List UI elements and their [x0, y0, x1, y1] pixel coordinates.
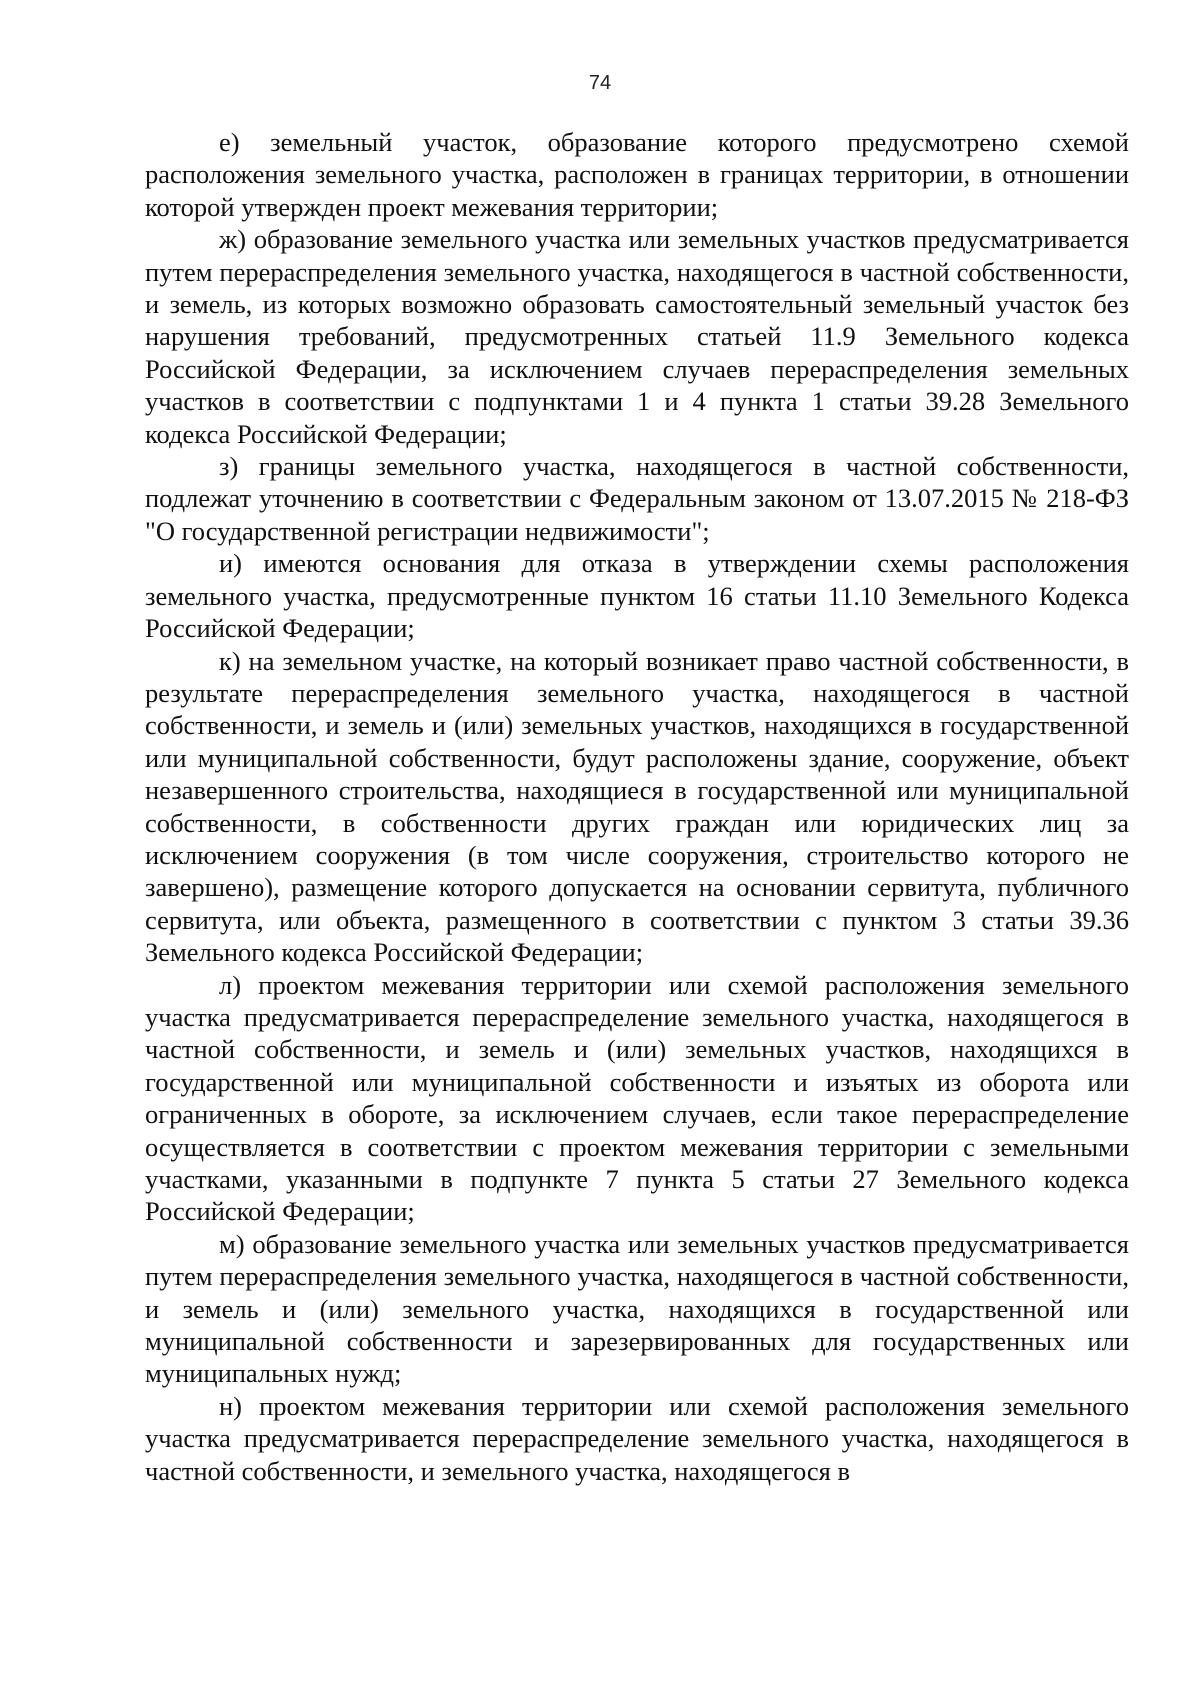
- paragraph-i: и) имеются основания для отказа в утверждении схемы расположения земельного участка, предусмотренные пунктом 16 статьи 11.10 Земельного Кодекса Российской Федерации;: [145, 548, 1129, 644]
- paragraph-n: н) проектом межевания территории или схемой расположения земельного участка предусматривается перераспределение земельного участка, находящегося в частной собственности, и земельного участка, находящегося в: [145, 1390, 1129, 1486]
- paragraph-m: м) образование земельного участка или земельных участков предусматривается путем перераспределения земельного участка, находящегося в частной собственности, и земель и (или) земельного участка, находящихся в государственной или муниципальной собственности и зарезервированных для государственных или муниципальных нужд;: [145, 1228, 1129, 1389]
- paragraph-z: з) границы земельного участка, находящегося в частной собственности, подлежат уточнению в соответствии с Федеральным законом от 13.07.2015 № 218-ФЗ "О государственной регистрации недвижимости";: [145, 451, 1129, 546]
- paragraph-e: е) земельный участок, образование которого предусмотрено схемой расположения земельного участка, расположен в границах территории, в отношении которой утвержден проект межевания территории;: [145, 127, 1129, 222]
- paragraph-k: к) на земельном участке, на который возникает право частной собственности, в результате перераспределения земельного участка, находящегося в частной собственности, и земель и (или) земельных участков, находящихся в государственной или муниципальной собственности, будут расположены здание, сооружение, объект незавершенного строительства, находящиеся в государственной или муниципальной собственности, в собственности других граждан или юридических лиц за исключением сооружения (в том числе сооружения, строительство которого не завершено), размещение которого допускается на основании сервитута, публичного сервитута, или объекта, размещенного в соответствии с пунктом 3 статьи 39.36 Земельного кодекса Российской Федерации;: [145, 645, 1129, 968]
- page-number: 74: [588, 72, 612, 94]
- paragraph-zh: ж) образование земельного участка или земельных участков предусматривается путем перераспределения земельного участка, находящегося в частной собственности, и земель, из которых возможно образовать самостоятельный земельный участок без нарушения требований, предусмотренных статьей 11.9 Земельного кодекса Российской Федерации, за исключением случаев перераспределения земельных участков в соответствии с подпунктами 1 и 4 пункта 1 статьи 39.28 Земельного кодекса Российской Федерации;: [145, 224, 1129, 449]
- document-body: [145, 126, 1129, 1487]
- paragraph-l: л) проектом межевания территории или схемой расположения земельного участка предусматривается перераспределение земельного участка, находящегося в частной собственности, и земель и (или) земельных участков, находящихся в государственной или муниципальной собственности и изъятых из оборота или ограниченных в обороте, за исключением случаев, если такое перераспределение осуществляется в соответствии с проектом межевания территории с земельными участками, указанными в подпункте 7 пункта 5 статьи 27 Земельного кодекса Российской Федерации;: [145, 969, 1129, 1227]
